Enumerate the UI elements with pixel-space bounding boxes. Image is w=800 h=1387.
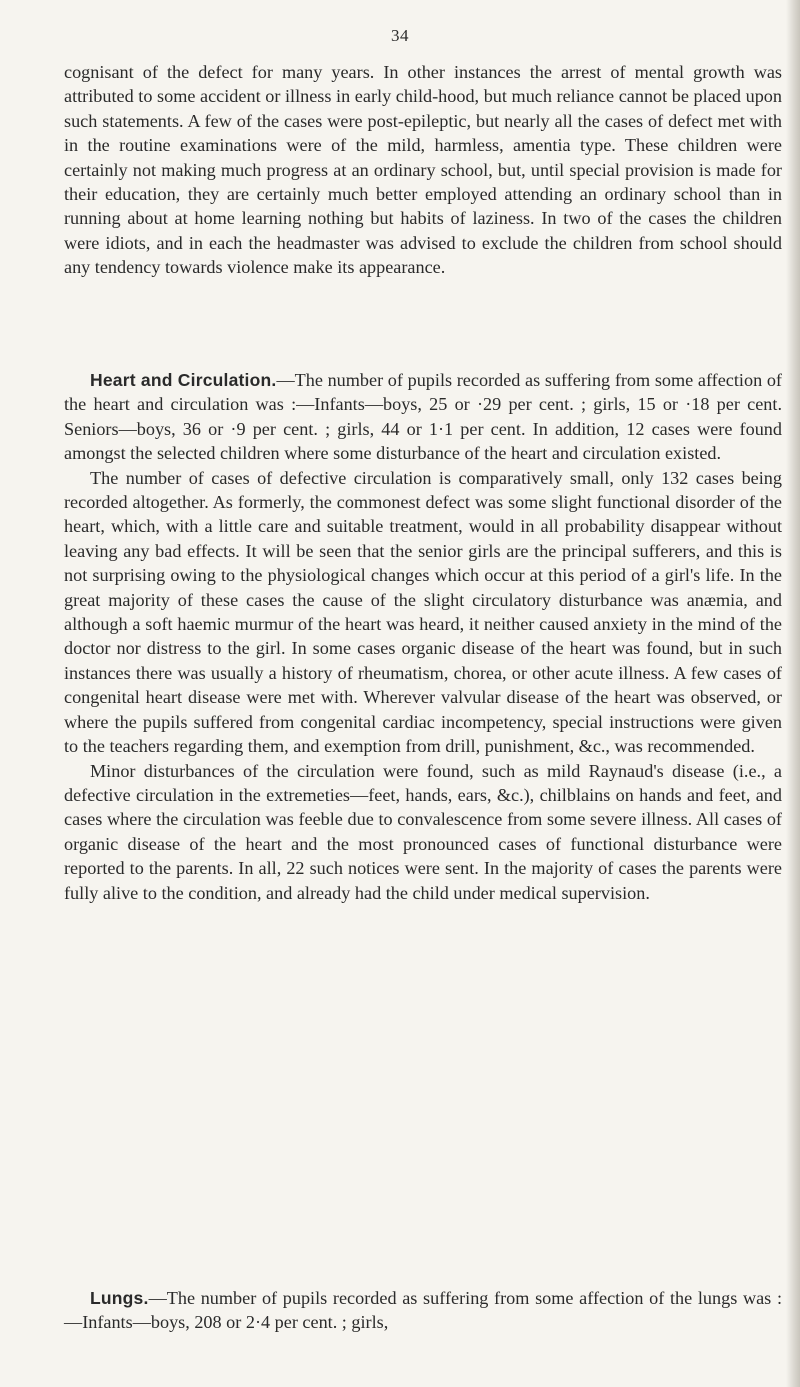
heart-paragraph-minor-disturbances: Minor disturbances of the circulation were found, such as mild Raynaud's disease (i.e., a defective circulation in the extremeties—feet, hands, ears, &c.), chilblains on hands and feet, and cases where the circulation was feeble due to convalescence from some severe illness. All cases of organic disease of the heart and the most pronounced cases of functional disturbance were reported to the parents. In all, 22 such notices were sent. In the majority of cases the parents were fully alive to the condition, and already had the child under medical supervision. [64,760,782,903]
heart-paragraph-defective-circulation: The number of cases of defective circulation is comparatively small, only 132 cases being recorded altogether. As formerly, the commonest defect was some slight functional disorder of the heart, which, with a little care and suitable treatment, would in all probability disappear without leaving any bad effects. It will be seen that the senior girls are the principal sufferers, and this is not surprising owing to the physiological changes which occur at this period of a girl's life. In the great majority of these cases the cause of the slight circulatory disturbance was anæmia, and although a soft haemic murmur of the heart was heard, it neither caused anxiety in the mind of the doctor nor distress to the girl. In some cases organic disease of the heart was found, but in such instances there was usually a history of rheumatism, chorea, or other acute illness. A few cases of congenital heart disease were met with. Wherever valvular disease of the heart was observed, or where the pupils suffered from congenital cardiac incompetency, special instructions were given to the teachers regarding them, and exemption from drill, punishment, &c., was recommended. [64,467,782,757]
lungs-section [64,1286,782,1335]
lungs-heading: Lungs. [90,1288,149,1308]
lungs-lead-text: —The number of pupils recorded as suffering from some affection of the lungs was :—Infants—boys, 208 or 2·4 per cent. ; girls, [64,1288,782,1333]
page-edge-shadow [786,0,800,1387]
lungs-lead-paragraph [64,1286,782,1335]
intro-section [64,60,782,280]
intro-paragraph: cognisant of the defect for many years. In other instances the arrest of mental growth was attributed to some accident or illness in early child-hood, but much reliance cannot be placed upon such statements. A few of the cases were post-epileptic, but nearly all the cases of defect met with in the routine examinations were of the mild, harmless, amentia type. These children were certainly not making much progress at an ordinary school, but, until special provision is made for their education, they are certainly much better employed attending an ordinary school than in running about at home learning nothing but habits of laziness. In two of the cases the children were idiots, and in each the headmaster was advised to exclude the children from school should any tendency towards violence make its appearance. [64,62,782,278]
heart-lead-paragraph [64,368,782,466]
heart-circulation-section [64,368,782,905]
heart-circulation-heading: Heart and Circulation. [90,370,277,390]
page-number: 34 [391,26,409,45]
heart-lead-text: —The number of pupils recorded as suffering from some affection of the heart and circulation was :—Infants—boys, 25 or ·29 per cent. ; girls, 15 or ·18 per cent. Seniors—boys, 36 or ·9 per cent. ; girls, 44 or 1·1 per cent. In addition, 12 cases were found amongst the selected children where some disturbance of the heart and circulation existed. [64,370,782,464]
